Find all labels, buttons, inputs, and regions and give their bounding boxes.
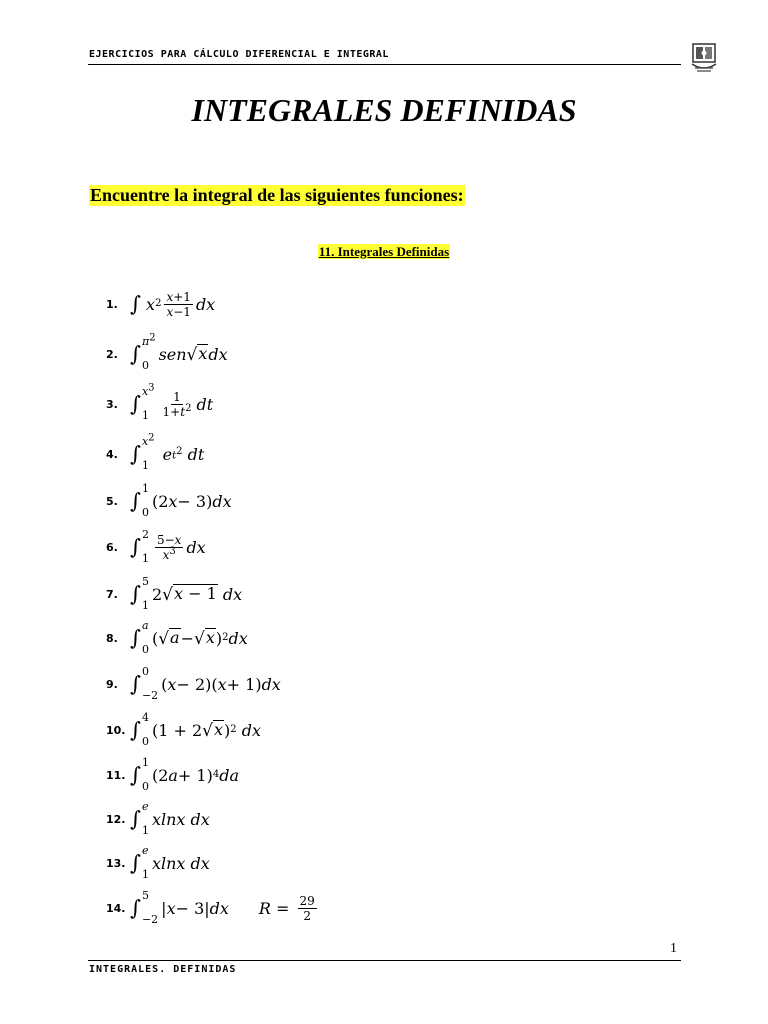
exercise-number: 1.	[106, 297, 118, 311]
exercise-number: 7.	[106, 587, 118, 601]
exercise-14	[106, 888, 320, 928]
header-divider	[88, 64, 681, 65]
exercise-9	[106, 664, 281, 704]
exercise-number: 13.	[106, 856, 126, 870]
formula: ∫ $x^2$ 1 e $t^2$ dt	[130, 432, 205, 472]
page-number: 1	[670, 941, 677, 956]
formula: ∫ 4 0 (1 + 2 √ x ) 2 dx	[130, 711, 261, 748]
formula: ∫ 1 0 (2 x − 3) dx	[130, 482, 232, 519]
exercise-number: 12.	[106, 812, 126, 826]
exercise-1	[106, 284, 215, 324]
footer-divider	[88, 960, 681, 961]
formula: ∫ $\pi^2$ 0 sen √ x dx	[130, 332, 228, 372]
exercise-13	[106, 843, 210, 883]
exercise-6	[106, 527, 206, 567]
formula: ∫ e 1 xlnx dx	[130, 844, 210, 881]
exercise-3	[106, 384, 213, 424]
exercise-number: 4.	[106, 447, 118, 461]
section-heading	[0, 243, 768, 261]
exercise-number: 10.	[106, 723, 126, 737]
exercise-number: 14.	[106, 901, 126, 915]
formula: ∫ $x^3$ 1 $\frac{1}{1+t^2}$ dt	[130, 382, 214, 422]
exercise-number: 2.	[106, 347, 118, 361]
exercise-7	[106, 574, 242, 614]
formula: ∫ 2 1 $\frac{5-x}{x^3}$ dx	[130, 528, 206, 565]
exercise-2	[106, 334, 228, 374]
exercise-11	[106, 755, 239, 795]
section-heading-label: 11. Integrales Definidas	[318, 244, 450, 259]
formula: ∫ 1 0 (2 a + 1) 4 da	[130, 756, 239, 793]
instruction-text: Encuentre la integral de las siguientes funciones:	[90, 185, 464, 205]
exercise-12	[106, 799, 210, 839]
exercise-number: 11.	[106, 768, 126, 782]
formula: ∫ 0 −2 ( x − 2)( x + 1) dx	[130, 665, 281, 702]
exercise-5	[106, 481, 232, 521]
formula: ∫ x 2 $\frac{x+1}{x-1}$ dx	[130, 289, 216, 319]
exercise-number: 3.	[106, 397, 118, 411]
formula: ∫ 5 −2 | x − 3| dx R = $\frac{29}{2}$	[130, 889, 315, 926]
footer-text: INTEGRALES. DEFINIDAS	[89, 964, 237, 975]
exercise-number: 9.	[106, 677, 118, 691]
formula: ∫ e 1 xlnx dx	[130, 800, 210, 837]
header-course-title: EJERCICIOS PARA CÁLCULO DIFERENCIAL E INTEGRAL	[89, 49, 389, 60]
formula: ∫ a 0 ( √ a − √ x ) 2 dx	[130, 619, 248, 656]
page-title: INTEGRALES DEFINIDAS	[191, 92, 577, 128]
exercise-number: 5.	[106, 494, 118, 508]
formula: ∫ 5 1 2 √ x − 1 dx	[130, 575, 243, 612]
exercise-10	[106, 710, 261, 750]
exercise-8	[106, 618, 248, 658]
university-logo-icon	[689, 42, 719, 76]
exercise-number: 8.	[106, 631, 118, 645]
exercise-4	[106, 434, 204, 474]
exercise-number: 6.	[106, 540, 118, 554]
